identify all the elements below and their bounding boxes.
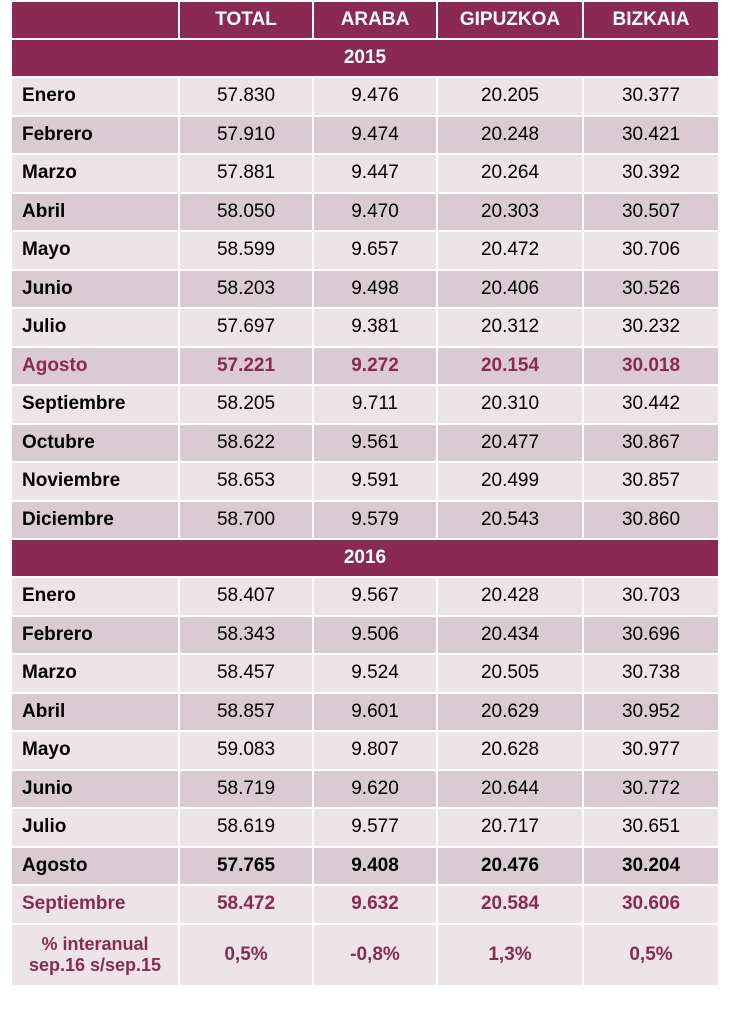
araba-cell: 9.476: [314, 78, 438, 117]
gipuzkoa-cell: 20.499: [438, 463, 584, 502]
total-cell: 57.697: [180, 309, 314, 348]
section-2016: [12, 540, 718, 925]
gipuzkoa-cell: 20.205: [438, 78, 584, 117]
total-cell: 57.221: [180, 348, 314, 387]
year-label: 2016: [12, 540, 718, 578]
gipuzkoa-cell: 20.717: [438, 809, 584, 848]
table-row: [12, 617, 718, 656]
total-cell: 58.407: [180, 578, 314, 617]
table-row: [12, 886, 718, 925]
araba-cell: 9.579: [314, 502, 438, 541]
bizkaia-cell: 30.606: [584, 886, 718, 925]
bizkaia-cell: 30.860: [584, 502, 718, 541]
bizkaia-cell: 30.857: [584, 463, 718, 502]
year-row-2015: [12, 40, 718, 78]
month-cell: Diciembre: [12, 502, 180, 541]
table-row: [12, 771, 718, 810]
total-cell: 58.203: [180, 271, 314, 310]
month-cell: Julio: [12, 809, 180, 848]
bizkaia-cell: 30.706: [584, 232, 718, 271]
total-cell: 58.343: [180, 617, 314, 656]
total-cell: 58.472: [180, 886, 314, 925]
month-cell: Abril: [12, 194, 180, 233]
gipuzkoa-cell: 20.248: [438, 117, 584, 156]
total-cell: 57.881: [180, 155, 314, 194]
month-cell: Noviembre: [12, 463, 180, 502]
table-row: [12, 694, 718, 733]
month-cell: Agosto: [12, 848, 180, 887]
table-row: [12, 732, 718, 771]
araba-cell: 9.567: [314, 578, 438, 617]
total-cell: 58.622: [180, 425, 314, 464]
total-cell: 58.599: [180, 232, 314, 271]
month-cell: Mayo: [12, 732, 180, 771]
month-cell: Junio: [12, 771, 180, 810]
araba-cell: 9.272: [314, 348, 438, 387]
month-cell: Septiembre: [12, 886, 180, 925]
table-row: [12, 309, 718, 348]
bizkaia-cell: 30.738: [584, 655, 718, 694]
araba-cell: 9.506: [314, 617, 438, 656]
interannual-label-line1: % interanual: [41, 933, 149, 954]
gipuzkoa-cell: 20.264: [438, 155, 584, 194]
gipuzkoa-cell: 20.312: [438, 309, 584, 348]
gipuzkoa-cell: 20.154: [438, 348, 584, 387]
gipuzkoa-cell: 20.472: [438, 232, 584, 271]
table-header: [12, 2, 718, 40]
gipuzkoa-cell: 20.476: [438, 848, 584, 887]
araba-cell: 9.711: [314, 386, 438, 425]
bizkaia-cell: 30.952: [584, 694, 718, 733]
section-2015: [12, 40, 718, 540]
gipuzkoa-cell: 20.477: [438, 425, 584, 464]
month-cell: Enero: [12, 578, 180, 617]
table-row: [12, 232, 718, 271]
total-cell: 58.857: [180, 694, 314, 733]
araba-cell: 9.577: [314, 809, 438, 848]
araba-cell: 9.657: [314, 232, 438, 271]
gipuzkoa-cell: 20.310: [438, 386, 584, 425]
year-label: 2015: [12, 40, 718, 78]
month-cell: Enero: [12, 78, 180, 117]
bizkaia-cell: 30.526: [584, 271, 718, 310]
table-row: [12, 809, 718, 848]
interannual-gipuzkoa: 1,3%: [438, 925, 584, 987]
gipuzkoa-cell: 20.428: [438, 578, 584, 617]
bizkaia-cell: 30.421: [584, 117, 718, 156]
bizkaia-cell: 30.232: [584, 309, 718, 348]
month-cell: Abril: [12, 694, 180, 733]
header-araba: ARABA: [314, 2, 438, 40]
month-cell: Febrero: [12, 617, 180, 656]
table-row: [12, 655, 718, 694]
gipuzkoa-cell: 20.629: [438, 694, 584, 733]
interannual-bizkaia: 0,5%: [584, 925, 718, 987]
total-cell: 58.653: [180, 463, 314, 502]
table-row: [12, 271, 718, 310]
header-corner: [12, 2, 180, 40]
year-row-2016: [12, 540, 718, 578]
araba-cell: 9.807: [314, 732, 438, 771]
header-bizkaia: BIZKAIA: [584, 2, 718, 40]
total-cell: 57.765: [180, 848, 314, 887]
interannual-araba: -0,8%: [314, 925, 438, 987]
bizkaia-cell: 30.377: [584, 78, 718, 117]
gipuzkoa-cell: 20.505: [438, 655, 584, 694]
gipuzkoa-cell: 20.584: [438, 886, 584, 925]
bizkaia-cell: 30.703: [584, 578, 718, 617]
table-row: [12, 194, 718, 233]
bizkaia-cell: 30.696: [584, 617, 718, 656]
month-cell: Octubre: [12, 425, 180, 464]
total-cell: 58.700: [180, 502, 314, 541]
table-row: [12, 155, 718, 194]
month-cell: Marzo: [12, 155, 180, 194]
araba-cell: 9.591: [314, 463, 438, 502]
month-cell: Marzo: [12, 655, 180, 694]
table-row: [12, 386, 718, 425]
total-cell: 58.619: [180, 809, 314, 848]
table-row: [12, 848, 718, 887]
araba-cell: 9.524: [314, 655, 438, 694]
araba-cell: 9.561: [314, 425, 438, 464]
interannual-label: [12, 925, 180, 987]
total-cell: 58.719: [180, 771, 314, 810]
table-row: [12, 348, 718, 387]
bizkaia-cell: 30.018: [584, 348, 718, 387]
araba-cell: 9.620: [314, 771, 438, 810]
araba-cell: 9.381: [314, 309, 438, 348]
bizkaia-cell: 30.772: [584, 771, 718, 810]
araba-cell: 9.470: [314, 194, 438, 233]
gipuzkoa-cell: 20.628: [438, 732, 584, 771]
gipuzkoa-cell: 20.644: [438, 771, 584, 810]
interannual-label-line2: sep.16 s/sep.15: [28, 954, 162, 975]
bizkaia-cell: 30.651: [584, 809, 718, 848]
month-cell: Agosto: [12, 348, 180, 387]
bizkaia-cell: 30.204: [584, 848, 718, 887]
bizkaia-cell: 30.977: [584, 732, 718, 771]
araba-cell: 9.408: [314, 848, 438, 887]
month-cell: Septiembre: [12, 386, 180, 425]
araba-cell: 9.498: [314, 271, 438, 310]
header-total: TOTAL: [180, 2, 314, 40]
total-cell: 57.830: [180, 78, 314, 117]
araba-cell: 9.474: [314, 117, 438, 156]
data-table-container: [12, 2, 718, 987]
araba-cell: 9.447: [314, 155, 438, 194]
total-cell: 58.205: [180, 386, 314, 425]
month-cell: Julio: [12, 309, 180, 348]
month-cell: Junio: [12, 271, 180, 310]
bizkaia-cell: 30.507: [584, 194, 718, 233]
month-cell: Mayo: [12, 232, 180, 271]
table-row: [12, 578, 718, 617]
gipuzkoa-cell: 20.303: [438, 194, 584, 233]
interannual-total: 0,5%: [180, 925, 314, 987]
bizkaia-cell: 30.867: [584, 425, 718, 464]
interannual-row: [12, 925, 718, 987]
bizkaia-cell: 30.392: [584, 155, 718, 194]
araba-cell: 9.601: [314, 694, 438, 733]
total-cell: 58.050: [180, 194, 314, 233]
header-row: [12, 2, 718, 40]
month-cell: Febrero: [12, 117, 180, 156]
gipuzkoa-cell: 20.406: [438, 271, 584, 310]
gipuzkoa-cell: 20.543: [438, 502, 584, 541]
araba-cell: 9.632: [314, 886, 438, 925]
table-row: [12, 502, 718, 541]
gipuzkoa-cell: 20.434: [438, 617, 584, 656]
bizkaia-cell: 30.442: [584, 386, 718, 425]
table-row: [12, 117, 718, 156]
total-cell: 58.457: [180, 655, 314, 694]
table-row: [12, 463, 718, 502]
unemployment-table: [12, 2, 718, 987]
total-cell: 57.910: [180, 117, 314, 156]
table-row: [12, 425, 718, 464]
header-gipuzkoa: GIPUZKOA: [438, 2, 584, 40]
total-cell: 59.083: [180, 732, 314, 771]
table-row: [12, 78, 718, 117]
interannual-section: [12, 925, 718, 987]
